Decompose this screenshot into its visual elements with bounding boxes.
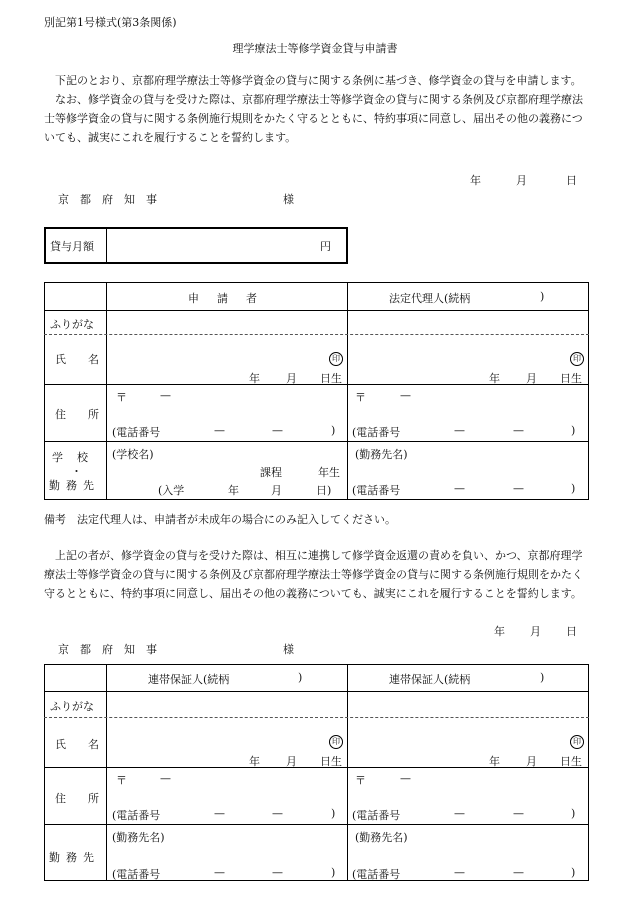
guardian-header-close: ) — [540, 290, 545, 303]
guarantor2-header-close: ) — [540, 671, 545, 684]
furigana-label-2: ふりがな — [50, 700, 94, 713]
guardian-postal-mark: 〒 — [355, 391, 366, 404]
divider — [44, 441, 589, 442]
g1-workplace-label: (勤務先名) — [112, 831, 165, 844]
g1-phone-dash: — — [272, 807, 283, 820]
phone-dash: — — [272, 424, 283, 437]
g1-phone-close: ) — [331, 807, 336, 820]
divider — [44, 334, 589, 335]
loan-amount-unit: 円 — [320, 240, 331, 253]
g1-work-phone-dash: — — [272, 866, 283, 879]
applicant-header: 申請者 — [188, 292, 275, 305]
furigana-label: ふりがな — [50, 318, 94, 331]
guarantor2-header: 連帯保証人(続柄 — [389, 673, 471, 686]
date2-day: 日 — [566, 625, 577, 638]
divider — [106, 282, 107, 500]
g1-birth-month: 月 — [286, 755, 297, 768]
g2-work-phone-close: ) — [571, 866, 576, 879]
workplace-label-2: 勤務先 — [49, 851, 100, 864]
date-day: 日 — [566, 174, 577, 187]
g2-postal-mark: 〒 — [355, 774, 366, 787]
intro-text — [44, 71, 590, 147]
guardian-phone-close: ) — [571, 424, 576, 437]
birth-month: 月 — [286, 372, 297, 385]
guardian-phone-dash: — — [513, 424, 524, 437]
postal-dash: — — [160, 389, 171, 402]
phone-dash: — — [214, 424, 225, 437]
g2-birth-month: 月 — [526, 755, 537, 768]
divider — [106, 664, 107, 881]
date2-year: 年 — [494, 625, 505, 638]
g2-phone-dash: — — [513, 807, 524, 820]
g1-birth-year: 年 — [249, 755, 260, 768]
guardian-birth-day: 日生 — [560, 372, 582, 385]
g2-work-phone-label: (電話番号 — [352, 868, 401, 881]
birth-year: 年 — [249, 372, 260, 385]
form-code: 別記第1号様式(第3条関係) — [44, 16, 177, 29]
intro-paragraph-2: なお、修学資金の貸与を受けた際は、京都府理学療法士等修学資金の貸与に関する条例及び京都府理学療法士等修学資金の貸与に関する条例施行規則をかたく守るとともに、特約事項に同意し、届出その他の義務についても、誠実にこれを履行することを誓約します。 — [44, 93, 583, 144]
school-work-separator: ・ — [71, 465, 82, 478]
honorific-2: 様 — [283, 643, 294, 656]
guardian-work-phone-close: ) — [571, 482, 576, 495]
g1-work-phone-dash: — — [214, 866, 225, 879]
g1-work-phone-label: (電話番号 — [112, 868, 161, 881]
guardian-header: 法定代理人(続柄 — [389, 292, 471, 305]
g2-postal-dash: — — [400, 772, 411, 785]
g1-birth-day: 日生 — [320, 755, 342, 768]
g2-phone-label: (電話番号 — [352, 809, 401, 822]
g1-phone-label: (電話番号 — [112, 809, 161, 822]
governor-addressee-2: 京都府知事 — [58, 643, 168, 656]
enroll-day: 日) — [316, 484, 332, 497]
seal-icon: 印 — [570, 352, 584, 366]
grade-label: 年生 — [318, 466, 340, 479]
form-title: 理学療法士等修学資金貸与申請書 — [232, 42, 398, 55]
phone-label: (電話番号 — [112, 426, 161, 439]
divider — [44, 824, 589, 825]
g2-birth-year: 年 — [489, 755, 500, 768]
seal-icon: 印 — [329, 352, 343, 366]
g2-phone-dash: — — [454, 807, 465, 820]
birth-day: 日生 — [320, 372, 342, 385]
guardian-birth-month: 月 — [526, 372, 537, 385]
g2-workplace-label: (勤務先名) — [355, 831, 408, 844]
school-name-label: (学校名) — [112, 448, 154, 461]
seal-icon: 印 — [570, 735, 584, 749]
postal-mark: 〒 — [116, 391, 127, 404]
governor-addressee: 京都府知事 — [58, 193, 168, 206]
intro-paragraph-1: 下記のとおり、京都府理学療法士等修学資金の貸与に関する条例に基づき、修学資金の貸与を申請します。 — [55, 74, 582, 87]
divider — [44, 767, 589, 768]
guarantor1-header-close: ) — [298, 671, 303, 684]
address-label-2: 住所 — [55, 792, 121, 805]
g1-work-phone-close: ) — [331, 866, 336, 879]
seal-icon: 印 — [329, 735, 343, 749]
guardian-phone-label: (電話番号 — [352, 426, 401, 439]
g2-work-phone-dash: — — [454, 866, 465, 879]
divider — [347, 282, 348, 500]
divider — [347, 664, 348, 881]
date-month: 月 — [516, 174, 527, 187]
g2-birth-day: 日生 — [560, 755, 582, 768]
course-label: 課程 — [260, 466, 282, 479]
enroll-prefix: (入学 — [158, 484, 185, 497]
guarantor1-header: 連帯保証人(続柄 — [148, 673, 230, 686]
loan-amount-label: 貸与月額 — [50, 240, 94, 253]
guardian-work-phone-dash: — — [513, 482, 524, 495]
workplace-label: 勤務先 — [49, 479, 100, 492]
guardian-phone-dash: — — [454, 424, 465, 437]
divider — [44, 691, 589, 692]
g2-phone-close: ) — [571, 807, 576, 820]
guarantor-text — [44, 546, 590, 603]
g1-postal-dash: — — [160, 772, 171, 785]
school-label: 学校 — [52, 451, 102, 464]
name-label: 氏名 — [55, 353, 121, 366]
name-label-2: 氏名 — [55, 738, 121, 751]
g1-phone-dash: — — [214, 807, 225, 820]
divider — [44, 717, 589, 718]
phone-close: ) — [331, 424, 336, 437]
note-text: 備考 法定代理人は、申請者が未成年の場合にのみ記入してください。 — [44, 513, 396, 526]
date-year: 年 — [470, 174, 481, 187]
honorific: 様 — [283, 193, 294, 206]
g1-postal-mark: 〒 — [116, 774, 127, 787]
enroll-month: 月 — [271, 484, 282, 497]
guarantor-paragraph: 上記の者が、修学資金の貸与を受けた際は、相互に連携して修学資金返還の責めを負い、かつ、京都府理学療法士等修学資金の貸与に関する条例及び京都府理学療法士等修学資金の貸与に関する条例施行規則をかたく守るとともに、特約事項に同意し、届出その他の義務についても、誠実にこれを履行することを誓約します。 — [44, 549, 583, 600]
g2-work-phone-dash: — — [513, 866, 524, 879]
guardian-work-phone-label: (電話番号 — [352, 484, 401, 497]
divider — [44, 384, 589, 385]
enroll-year: 年 — [228, 484, 239, 497]
guardian-birth-year: 年 — [489, 372, 500, 385]
guardian-workplace-label: (勤務先名) — [355, 448, 408, 461]
date2-month: 月 — [530, 625, 541, 638]
divider — [106, 229, 107, 262]
guardian-postal-dash: — — [400, 389, 411, 402]
guardian-work-phone-dash: — — [454, 482, 465, 495]
address-label: 住所 — [55, 408, 121, 421]
divider — [44, 310, 589, 311]
